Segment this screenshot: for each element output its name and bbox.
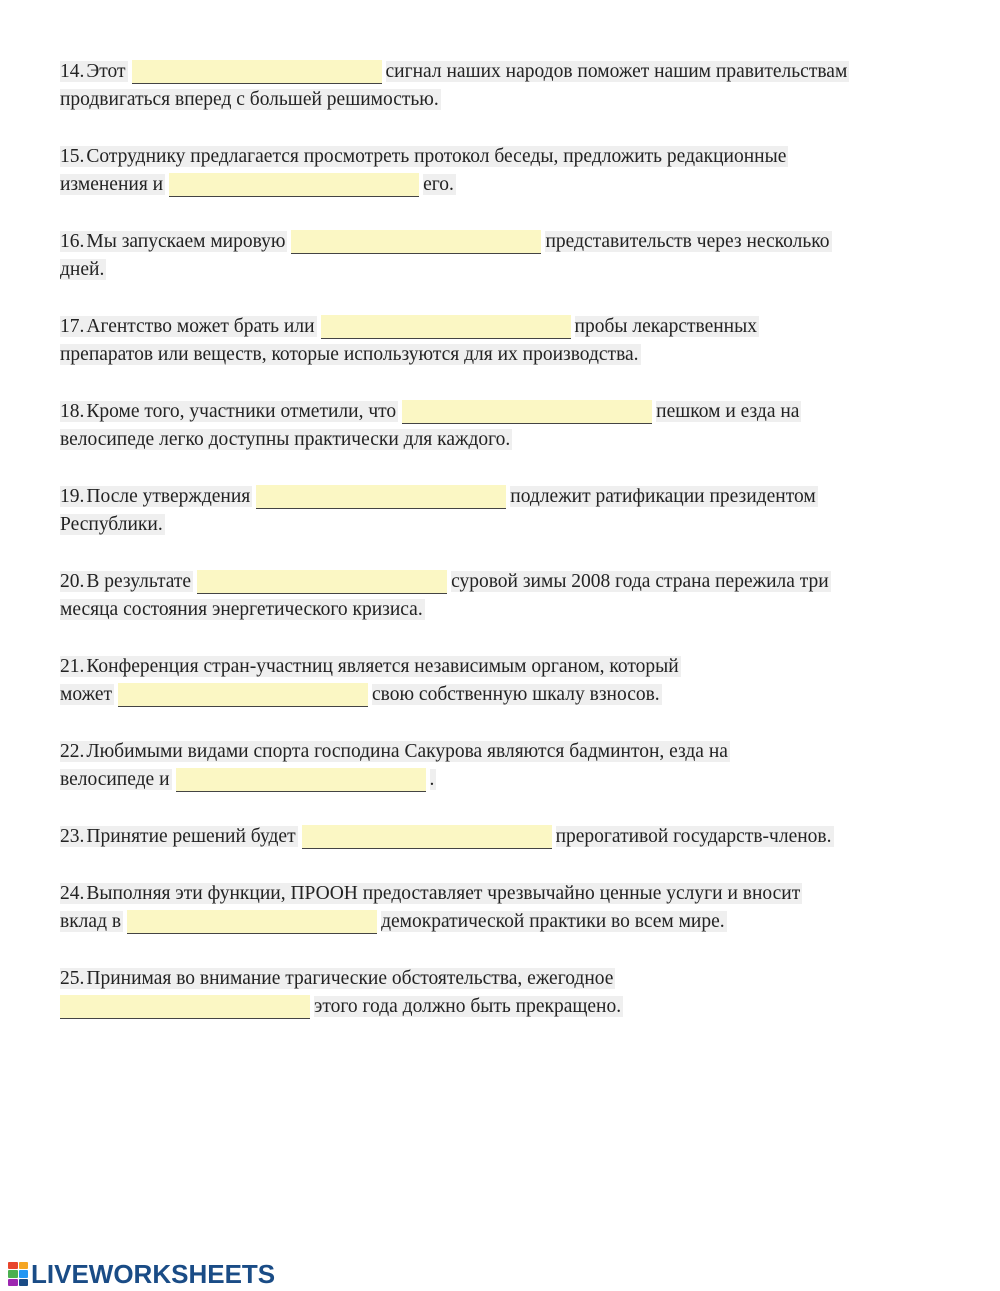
exercise-number: 22. xyxy=(60,741,85,762)
exercise-line xyxy=(60,60,849,84)
exercise-line xyxy=(60,967,615,991)
answer-blank-20[interactable] xyxy=(197,570,447,594)
sentence-text: Этот xyxy=(86,61,126,82)
sentence-text: продвигаться вперед с большей решимостью. xyxy=(60,89,439,110)
exercise-number: 16. xyxy=(60,231,85,252)
exercise-line xyxy=(60,740,730,764)
answer-blank-17[interactable] xyxy=(321,315,571,339)
exercise-line xyxy=(60,882,802,906)
sentence-text: прерогативой государств-членов. xyxy=(555,826,832,847)
sentence-text: Агентство может брать или xyxy=(86,316,315,337)
exercise-line xyxy=(60,995,623,1019)
exercise-line xyxy=(60,570,831,594)
logo-text: LIVEWORKSHEETS xyxy=(31,1258,276,1289)
answer-blank-22[interactable] xyxy=(176,768,426,792)
exercise-line xyxy=(60,485,818,509)
liveworksheets-logo xyxy=(8,1259,275,1289)
sentence-text: препаратов или веществ, которые используются для их производства. xyxy=(60,344,639,365)
answer-blank-15[interactable] xyxy=(169,173,419,197)
exercise-line xyxy=(60,825,834,849)
sentence-text: пешком и езда на xyxy=(656,401,800,422)
sentence-text: Кроме того, участники отметили, что xyxy=(86,401,397,422)
exercise-line xyxy=(60,910,727,934)
logo-mark-icon xyxy=(8,1262,28,1286)
exercise-line xyxy=(60,400,801,424)
answer-blank-23[interactable] xyxy=(302,825,552,849)
exercise-line xyxy=(60,768,436,792)
sentence-text: После утверждения xyxy=(86,486,251,507)
exercise-line xyxy=(60,598,425,622)
exercise-number: 17. xyxy=(60,316,85,337)
sentence-text: может xyxy=(60,684,112,705)
answer-blank-24[interactable] xyxy=(127,910,377,934)
sentence-text: Принятие решений будет xyxy=(86,826,296,847)
sentence-text: . xyxy=(429,769,435,790)
sentence-text: Любимыми видами спорта господина Сакурова являются бадминтон, езда на xyxy=(86,741,728,762)
answer-blank-14[interactable] xyxy=(132,60,382,84)
sentence-text: Республики. xyxy=(60,514,163,535)
exercise-number: 24. xyxy=(60,883,85,904)
answer-blank-25[interactable] xyxy=(60,995,310,1019)
exercise-number: 14. xyxy=(60,61,85,82)
exercise-line xyxy=(60,88,441,112)
exercise-line xyxy=(60,428,512,452)
sentence-text: суровой зимы 2008 года страна пережила три xyxy=(451,571,829,592)
exercise-line xyxy=(60,173,456,197)
sentence-text: дней. xyxy=(60,259,105,280)
sentence-text: вклад в xyxy=(60,911,122,932)
exercise-line xyxy=(60,655,681,679)
sentence-text: сигнал наших народов поможет нашим правительствам xyxy=(385,61,848,82)
exercise-number: 19. xyxy=(60,486,85,507)
exercise-number: 15. xyxy=(60,146,85,167)
exercise-number: 23. xyxy=(60,826,85,847)
sentence-text: пробы лекарственных xyxy=(574,316,757,337)
exercise-line xyxy=(60,258,106,282)
exercise-line xyxy=(60,145,788,169)
answer-blank-16[interactable] xyxy=(291,230,541,254)
sentence-text: месяца состояния энергетического кризиса. xyxy=(60,599,423,620)
exercise-line xyxy=(60,315,759,339)
exercise-number: 18. xyxy=(60,401,85,422)
sentence-text: подлежит ратификации президентом xyxy=(510,486,816,507)
sentence-text: представительств через несколько xyxy=(545,231,830,252)
sentence-text: велосипеде и xyxy=(60,769,170,790)
sentence-text: Сотруднику предлагается просмотреть протокол беседы, предложить редакционные xyxy=(86,146,787,167)
exercise-line xyxy=(60,343,641,367)
answer-blank-18[interactable] xyxy=(402,400,652,424)
sentence-text: Принимая во внимание трагические обстоятельства, ежегодное xyxy=(86,968,614,989)
sentence-text: изменения и xyxy=(60,174,164,195)
sentence-text: демократической практики во всем мире. xyxy=(381,911,725,932)
exercise-line xyxy=(60,513,165,537)
sentence-text: его. xyxy=(423,174,454,195)
exercise-number: 25. xyxy=(60,968,85,989)
exercise-line xyxy=(60,683,662,707)
sentence-text: Мы запускаем мировую xyxy=(86,231,286,252)
exercise-number: 21. xyxy=(60,656,85,677)
sentence-text: Конференция стран-участниц является независимым органом, который xyxy=(86,656,679,677)
exercise-line xyxy=(60,230,832,254)
answer-blank-21[interactable] xyxy=(118,683,368,707)
sentence-text: В результате xyxy=(86,571,192,592)
sentence-text: велосипеде легко доступны практически для каждого. xyxy=(60,429,511,450)
sentence-text: свою собственную шкалу взносов. xyxy=(372,684,660,705)
answer-blank-19[interactable] xyxy=(256,485,506,509)
sentence-text: Выполняя эти функции, ПРООН предоставляет чрезвычайно ценные услуги и вносит xyxy=(86,883,801,904)
sentence-text: этого года должно быть прекращено. xyxy=(314,996,622,1017)
exercise-number: 20. xyxy=(60,571,85,592)
